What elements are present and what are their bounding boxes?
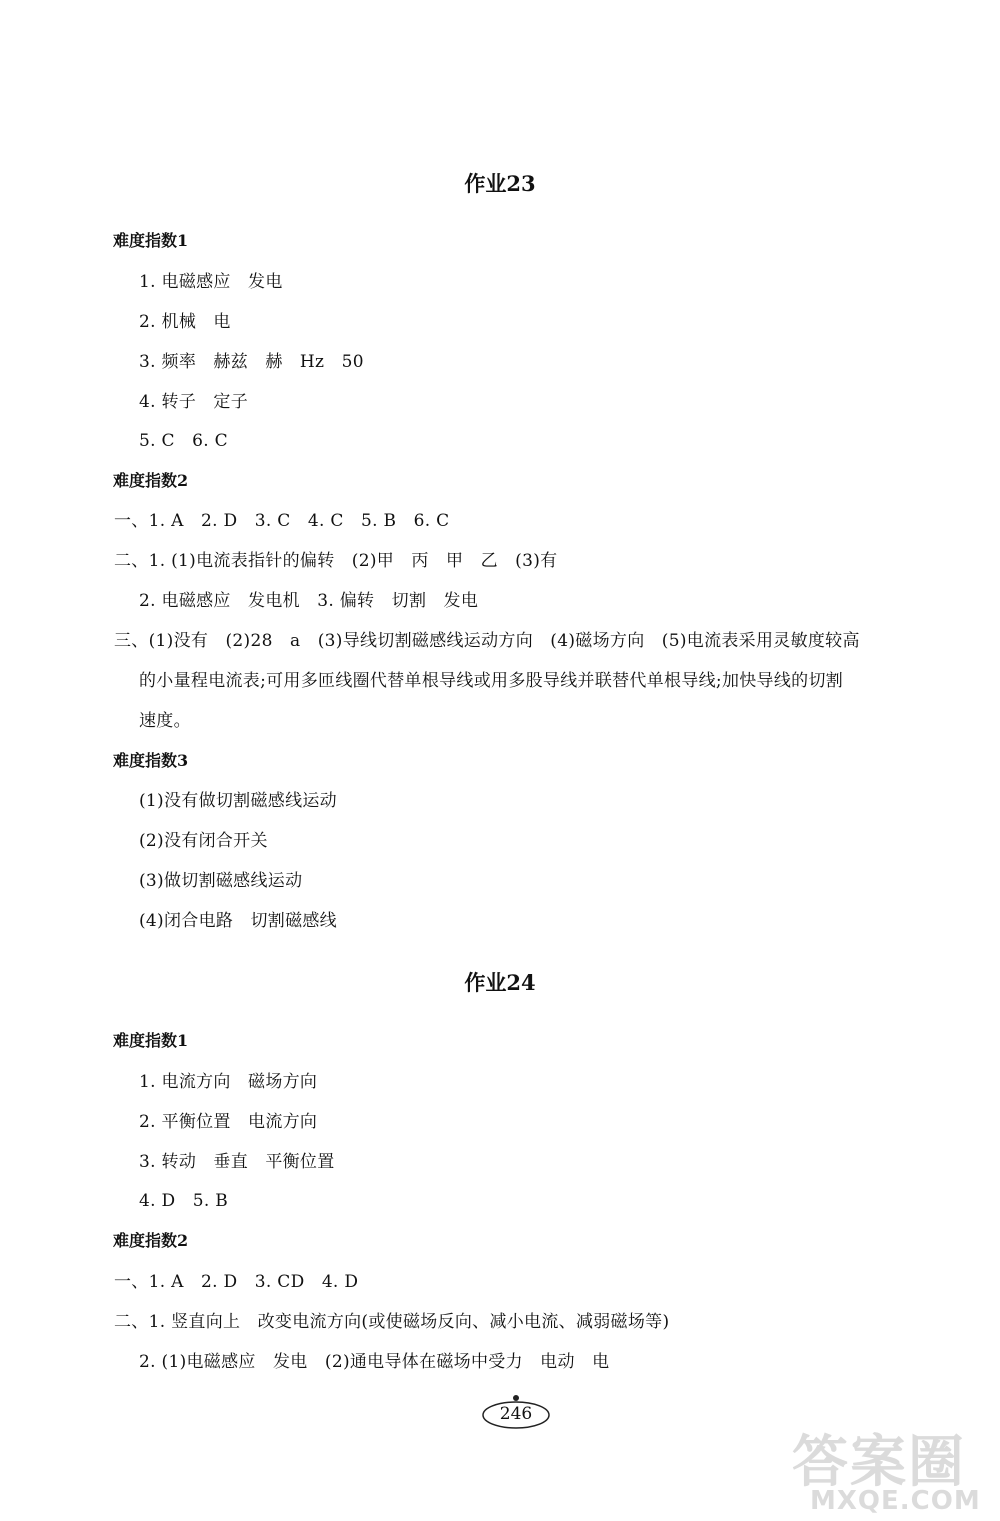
answer-line: 3. 转动 垂直 平衡位置 <box>139 1152 335 1172</box>
hw23-level3-heading: 难度指数3 <box>113 751 189 770</box>
answer-line: 2. (1)电磁感应 发电 (2)通电导体在磁场中受力 电动 电 <box>139 1352 610 1372</box>
answer-line: 5. C 6. C <box>139 431 228 451</box>
watermark-text: 答案圈 <box>792 1430 966 1495</box>
answer-line: 3. 频率 赫兹 赫 Hz 50 <box>139 352 364 372</box>
answer-line: 二、1. (1)电流表指针的偏转 (2)甲 丙 甲 乙 (3)有 <box>114 551 558 571</box>
hw24-level1-heading: 难度指数1 <box>113 1031 189 1050</box>
answer-line: 二、1. 竖直向上 改变电流方向(或使磁场反向、减小电流、减弱磁场等) <box>114 1312 670 1332</box>
answer-line: 4. D 5. B <box>139 1191 229 1211</box>
homework-24-title: 作业24 <box>464 970 536 995</box>
answer-line: 的小量程电流表;可用多匝线圈代替单根导线或用多股导线并联替代单根导线;加快导线的切割 <box>139 671 844 691</box>
answer-line: (4)闭合电路 切割磁感线 <box>139 911 337 931</box>
answer-line: 速度。 <box>139 711 191 731</box>
answer-line: 4. 转子 定子 <box>139 392 249 412</box>
answer-line: 2. 机械 电 <box>139 312 231 332</box>
page-number <box>480 1393 552 1433</box>
hw23-level1-heading: 难度指数1 <box>113 231 189 250</box>
answer-line: (1)没有做切割磁感线运动 <box>139 791 337 811</box>
answer-line: 1. 电磁感应 发电 <box>139 272 283 292</box>
answer-line: (3)做切割磁感线运动 <box>139 871 303 891</box>
hw24-level2-heading: 难度指数2 <box>113 1231 189 1250</box>
answer-line: 一、1. A 2. D 3. CD 4. D <box>114 1272 359 1292</box>
watermark-logo <box>790 1418 995 1518</box>
answer-line: 2. 平衡位置 电流方向 <box>139 1112 318 1132</box>
page-number-text: 246 <box>499 1404 533 1424</box>
hw23-level2-heading: 难度指数2 <box>113 471 189 490</box>
homework-23-title: 作业23 <box>464 171 536 196</box>
answer-line: 2. 电磁感应 发电机 3. 偏转 切割 发电 <box>139 591 479 611</box>
answer-line: (2)没有闭合开关 <box>139 831 268 851</box>
answer-line: 一、1. A 2. D 3. C 4. C 5. B 6. C <box>114 511 450 531</box>
watermark-url: MXQE.COM <box>810 1486 981 1516</box>
answer-line: 1. 电流方向 磁场方向 <box>139 1072 318 1092</box>
answer-line: 三、(1)没有 (2)28 a (3)导线切割磁感线运动方向 (4)磁场方向 (5)电流表采用灵敏度较高 <box>114 631 860 651</box>
